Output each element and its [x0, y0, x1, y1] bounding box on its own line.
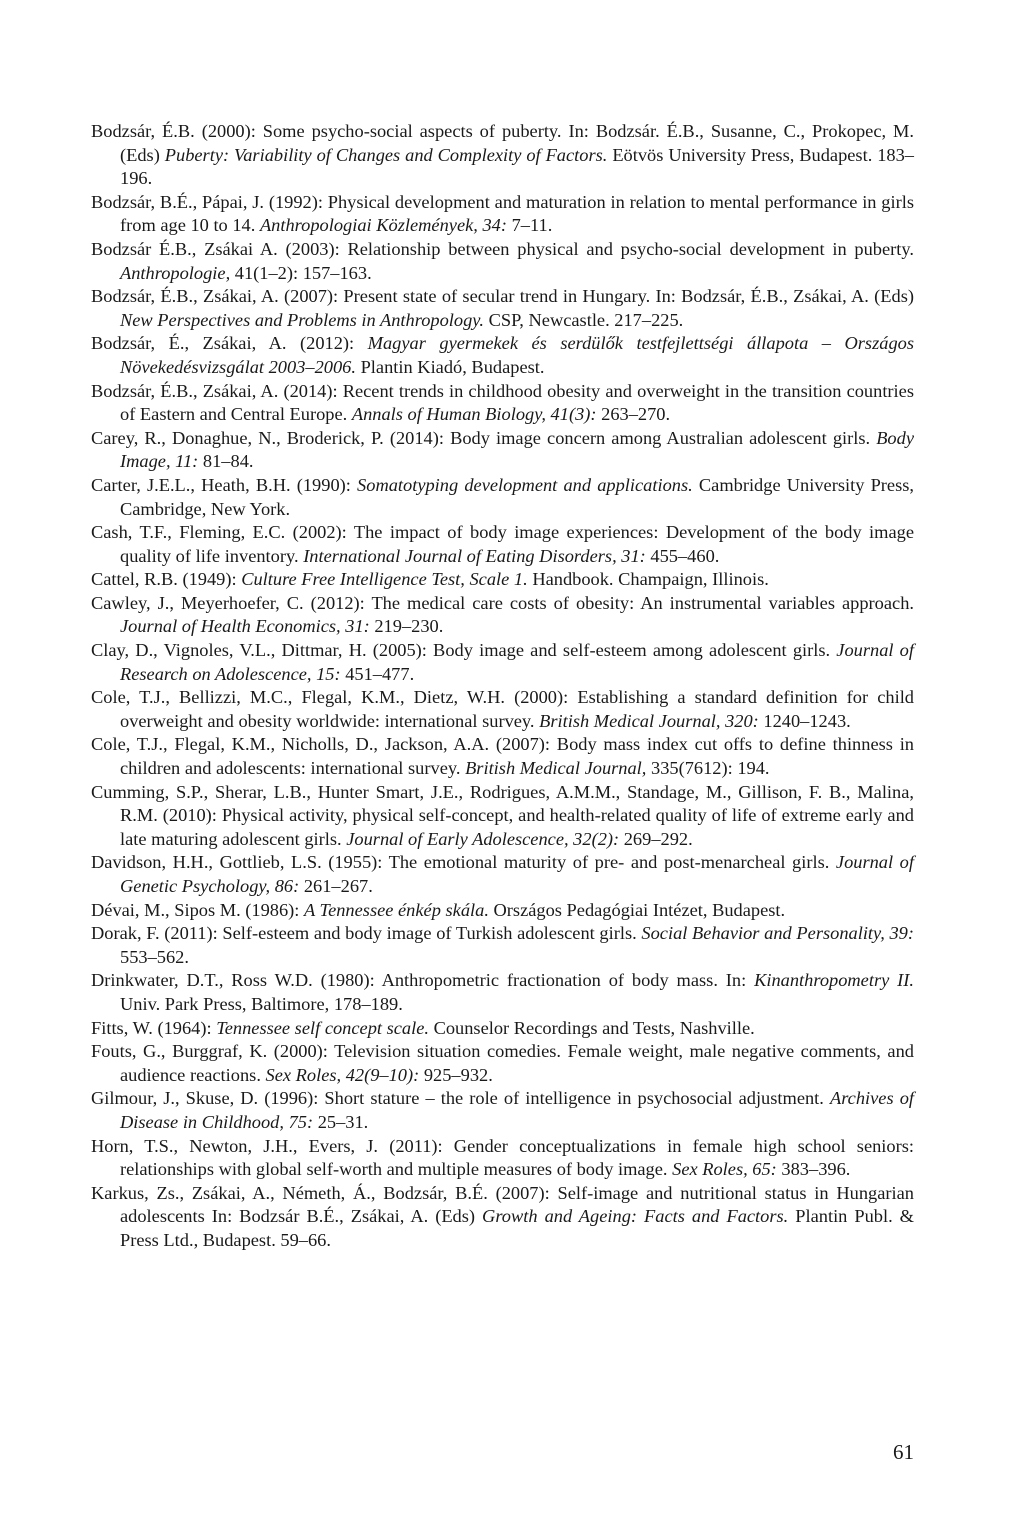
reference-text: Horn, T.S., Newton, J.H., Evers, J. (2011): Gender conceptualizations in female high school seniors: relationships with global self-worth and multiple measures of body image.: [91, 1135, 914, 1180]
reference-entry: [91, 1182, 914, 1253]
reference-text: Cattel, R.B. (1949):: [91, 569, 242, 590]
reference-source-title: Journal of Genetic Psychology, 86:: [120, 852, 914, 896]
reference-text: Dorak, F. (2011): Self-esteem and body image of Turkish adolescent girls.: [91, 923, 642, 944]
reference-source-title: New Perspectives and Problems in Anthropology.: [120, 309, 485, 330]
reference-entry: [91, 781, 914, 852]
reference-pages: 81–84.: [198, 451, 254, 472]
reference-pages: 1240–1243.: [758, 710, 851, 731]
reference-source-title: Somatotyping development and applications.: [357, 474, 693, 495]
reference-source-title: Tennessee self concept scale.: [216, 1017, 429, 1038]
reference-pages: 455–460.: [645, 545, 720, 566]
reference-entry: [91, 592, 914, 639]
reference-entry: [91, 474, 914, 521]
reference-list: [91, 120, 914, 1253]
reference-pages: 7–11.: [507, 215, 553, 236]
reference-source-title: Annals of Human Biology, 41(3):: [351, 404, 597, 425]
reference-text: Gilmour, J., Skuse, D. (1996): Short stature – the role of intelligence in psychosocial adjustment.: [91, 1088, 830, 1109]
reference-text: Bodzsár, É.B., Zsákai, A. (2014): Recent trends in childhood obesity and overweight in the transition countries of Eastern and Central Europe.: [91, 380, 914, 425]
reference-entry: [91, 380, 914, 427]
page-number: 61: [893, 1440, 914, 1464]
reference-text: Cole, T.J., Bellizzi, M.C., Flegal, K.M., Dietz, W.H. (2000): Establishing a standard definition for child overweight and obesity worldwide: international survey.: [91, 687, 914, 731]
reference-entry: [91, 899, 914, 923]
reference-source-title: Journal of Early Adolescence, 32(2):: [346, 828, 620, 849]
reference-text: Cawley, J., Meyerhoefer, C. (2012): The medical care costs of obesity: An instrumental variables approach.: [91, 592, 914, 613]
reference-entry: [91, 922, 914, 969]
reference-text: Fitts, W. (1964):: [91, 1017, 217, 1038]
reference-pages: Counselor Recordings and Tests, Nashville.: [428, 1017, 755, 1038]
reference-text: Fouts, G., Burggraf, K. (2000): Television situation comedies. Female weight, male negative comments, and audience reactions.: [91, 1041, 914, 1085]
reference-text: Cumming, S.P., Sherar, L.B., Hunter Smart, J.E., Rodrigues, A.M.M., Standage, M., Gillison, F. B., Malina, R.M. (2010): Physical activity, physical self-concept, and health-related quality of life of extreme early and late maturing adolescent girls.: [91, 781, 914, 849]
reference-source-title: British Medical Journal,: [465, 758, 647, 779]
reference-source-title: Archives of Disease in Childhood, 75:: [120, 1088, 915, 1132]
reference-entry: [91, 285, 914, 332]
reference-entry: [91, 1017, 914, 1041]
reference-text: Dévai, M., Sipos M. (1986):: [91, 899, 305, 920]
reference-pages: 219–230.: [369, 616, 444, 637]
reference-entry: [91, 1087, 914, 1134]
reference-text: Drinkwater, D.T., Ross W.D. (1980): Anthropometric fractionation of body mass. In:: [91, 970, 755, 991]
reference-text: Carey, R., Donaghue, N., Broderick, P. (2014): Body image concern among Australian adolescent girls.: [91, 427, 877, 448]
reference-pages: 263–270.: [596, 404, 671, 425]
reference-entry: [91, 686, 914, 733]
reference-text: Bodzsár, É.B., Zsákai, A. (2007): Present state of secular trend in Hungary. In: Bodzsár, É.B., Zsákai, A. (Eds): [91, 286, 914, 307]
reference-pages: 451–477.: [340, 663, 415, 684]
reference-text: Bodzsár É.B., Zsákai A. (2003): Relationship between physical and psycho-social development in puberty.: [91, 238, 914, 259]
reference-text: Karkus, Zs., Zsákai, A., Németh, Á., Bodzsár, B.É. (2007): Self-image and nutritional status in Hungarian adolescents In: Bodzsár B.É., Zsákai, A. (Eds): [91, 1182, 914, 1227]
reference-source-title: Kinanthropometry II.: [754, 970, 914, 991]
reference-source-title: International Journal of Eating Disorders, 31:: [303, 545, 646, 566]
reference-text: Carter, J.E.L., Heath, B.H. (1990):: [91, 474, 358, 495]
reference-entry: [91, 427, 914, 474]
reference-entry: [91, 521, 914, 568]
reference-pages: Univ. Park Press, Baltimore, 178–189.: [120, 993, 403, 1014]
reference-source-title: Body Image, 11:: [120, 427, 914, 472]
reference-source-title: Sex Roles, 42(9–10):: [265, 1064, 420, 1085]
reference-source-title: Sex Roles, 65:: [672, 1159, 777, 1180]
reference-text: Cole, T.J., Flegal, K.M., Nicholls, D., Jackson, A.A. (2007): Body mass index cut offs to define thinness in children and adolescents: international survey.: [91, 734, 914, 779]
reference-pages: Plantin Publ. & Press Ltd., Budapest. 59–66.: [120, 1206, 914, 1250]
reference-source-title: Culture Free Intelligence Test, Scale 1.: [241, 569, 528, 590]
reference-pages: Handbook. Champaign, Illinois.: [527, 569, 769, 590]
reference-pages: 925–932.: [419, 1064, 493, 1085]
reference-text: Bodzsár, É.B. (2000): Some psycho-social aspects of puberty. In: Bodzsár. É.B., Susanne, C., Prokopec, M. (Eds): [91, 121, 914, 165]
reference-entry: [91, 238, 914, 285]
reference-pages: Cambridge University Press, Cambridge, New York.: [120, 474, 915, 519]
reference-pages: 261–267.: [299, 876, 373, 896]
reference-entry: [91, 1135, 914, 1182]
reference-pages: 41(1–2): 157–163.: [230, 262, 372, 283]
reference-entry: [91, 851, 914, 898]
reference-text: Cash, T.F., Fleming, E.C. (2002): The impact of body image experiences: Development of the body image quality of life inventory.: [91, 522, 914, 566]
reference-pages: 383–396.: [776, 1159, 851, 1180]
reference-pages: 25–31.: [313, 1111, 369, 1132]
reference-source-title: Magyar gyermekek és serdülők testfejlettségi állapota – Országos Növekedésvizsgálat 2003–2006.: [120, 333, 914, 377]
reference-entry: [91, 639, 914, 686]
reference-source-title: Social Behavior and Personality, 39:: [641, 923, 914, 944]
reference-source-title: Puberty: Variability of Changes and Complexity of Factors.: [164, 144, 608, 165]
reference-text: Clay, D., Vignoles, V.L., Dittmar, H. (2005): Body image and self-esteem among adolescent girls.: [91, 640, 837, 661]
reference-pages: Eötvös University Press, Budapest. 183–196.: [120, 144, 915, 189]
reference-pages: 553–562.: [120, 946, 189, 967]
reference-entry: [91, 969, 914, 1016]
reference-entry: [91, 1040, 914, 1087]
reference-pages: CSP, Newcastle. 217–225.: [484, 309, 684, 330]
reference-source-title: Journal of Research on Adolescence, 15:: [120, 640, 914, 684]
reference-source-title: A Tennessee énkép skála.: [304, 899, 489, 920]
reference-entry: [91, 332, 914, 379]
reference-pages: Plantin Kiadó, Budapest.: [355, 356, 545, 377]
reference-pages: 335(7612): 194.: [646, 758, 770, 779]
reference-text: Bodzsár, B.É., Pápai, J. (1992): Physical development and maturation in relation to mental performance in girls from age 10 to 14.: [91, 191, 914, 236]
reference-source-title: Journal of Health Economics, 31:: [120, 616, 370, 637]
reference-source-title: Anthropologiai Közlemények, 34:: [259, 215, 507, 236]
reference-text: Bodzsár, É., Zsákai, A. (2012):: [91, 333, 368, 354]
reference-source-title: Growth and Ageing: Facts and Factors.: [482, 1206, 789, 1227]
reference-text: Davidson, H.H., Gottlieb, L.S. (1955): The emotional maturity of pre- and post-menarcheal girls.: [91, 852, 836, 873]
reference-source-title: Anthropologie,: [120, 262, 231, 283]
reference-entry: [91, 191, 914, 238]
reference-pages: Országos Pedagógiai Intézet, Budapest.: [488, 899, 786, 920]
reference-source-title: British Medical Journal, 320:: [539, 710, 759, 731]
reference-entry: [91, 120, 914, 191]
reference-entry: [91, 568, 914, 592]
reference-entry: [91, 733, 914, 780]
reference-pages: 269–292.: [619, 828, 693, 849]
